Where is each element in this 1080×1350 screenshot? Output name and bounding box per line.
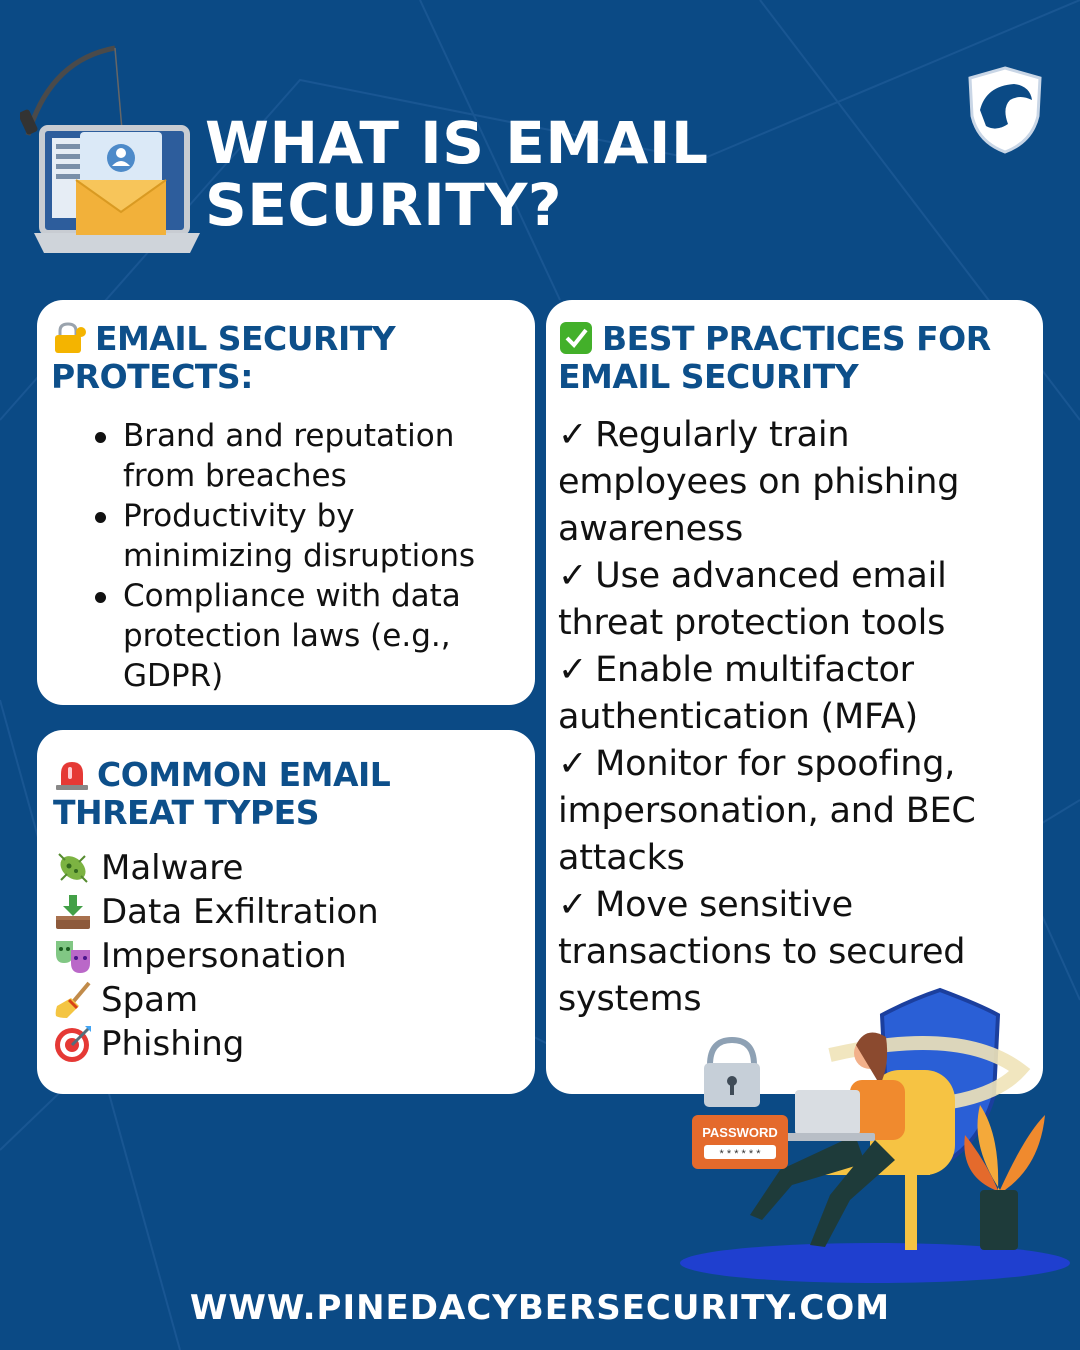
practices-card: [546, 300, 1043, 1094]
password-mask: * * * * * *: [719, 1148, 761, 1160]
title-line-1: WHAT IS EMAIL: [205, 109, 709, 177]
target-icon: [53, 1024, 93, 1064]
list-item: Spam: [53, 978, 519, 1022]
protects-heading-line-1: EMAIL SECURITY: [95, 319, 396, 358]
protects-heading: [51, 320, 519, 396]
check-icon: ✓: [558, 885, 588, 925]
threats-heading-line-1: COMMON EMAIL: [97, 755, 391, 794]
list-item: ✓ Move sensitive transactions to secured systems: [558, 885, 966, 1019]
check-box-icon: [558, 322, 596, 354]
list-item: ✓ Regularly train employees on phishing awareness: [558, 415, 960, 549]
phishing-email-illustration: [20, 40, 210, 270]
protects-list: [51, 416, 519, 696]
list-item: Brand and reputation from breaches: [123, 416, 519, 496]
list-item: ✓ Enable multifactor authentication (MFA): [558, 650, 918, 737]
list-item: Phishing: [53, 1022, 519, 1066]
list-item: Productivity by minimizing disruptions: [123, 496, 519, 576]
protects-card: [37, 300, 535, 705]
check-icon: ✓: [558, 415, 588, 455]
password-label: PASSWORD: [702, 1125, 778, 1140]
masks-icon: [53, 936, 93, 976]
microbe-icon: [53, 848, 93, 888]
practices-heading: [558, 320, 1033, 396]
list-item: Compliance with data protection laws (e.g., GDPR): [123, 576, 519, 696]
list-item: ✓ Use advanced email threat protection tools: [558, 556, 947, 643]
person-security-illustration: [680, 985, 1075, 1285]
website-url: WWW.PINEDACYBERSECURITY.COM: [189, 1288, 891, 1328]
list-item: Malware: [53, 846, 519, 890]
check-icon: ✓: [558, 556, 588, 596]
practices-heading-line-2: EMAIL SECURITY: [558, 357, 859, 396]
list-item: Data Exfiltration: [53, 890, 519, 934]
title-line-2: SECURITY?: [205, 171, 563, 239]
threats-heading: [53, 756, 519, 832]
practices-list: [558, 412, 1033, 1023]
practices-heading-line-1: BEST PRACTICES FOR: [602, 319, 991, 358]
siren-icon: [53, 758, 91, 790]
brand-shield-logo-icon: [966, 66, 1044, 154]
threats-card: [37, 730, 535, 1094]
threats-list: [53, 846, 519, 1066]
check-icon: ✓: [558, 744, 588, 784]
broom-icon: [53, 980, 93, 1020]
list-item: Impersonation: [53, 934, 519, 978]
protects-heading-line-2: PROTECTS:: [51, 357, 253, 396]
lock-key-icon: [51, 322, 89, 354]
list-item: ✓ Monitor for spoofing, impersonation, and BEC attacks: [558, 744, 976, 878]
check-icon: ✓: [558, 650, 588, 690]
inbox-download-icon: [53, 892, 93, 932]
page-title: [205, 109, 765, 239]
threats-heading-line-2: THREAT TYPES: [53, 793, 319, 832]
